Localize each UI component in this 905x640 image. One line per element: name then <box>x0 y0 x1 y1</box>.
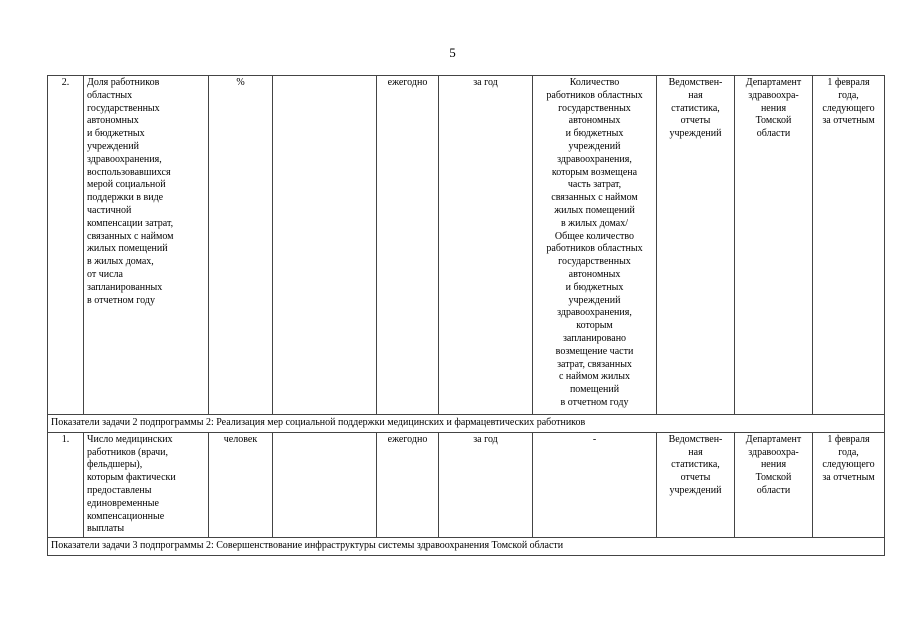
periodicity: ежегодно <box>377 432 439 537</box>
table-row <box>48 76 885 415</box>
section-header-task-2 <box>48 415 885 433</box>
section-header-task-3 <box>48 538 885 556</box>
indicator-name: Число медицинских работников (врачи, фельдшеры), которым фактически предоставлены единовременные компенсационные выплаты <box>84 432 209 537</box>
data-source: Ведомствен- ная статистика, отчеты учреждений <box>657 432 735 537</box>
unit-of-measure: человек <box>209 432 273 537</box>
responsible-body: Департамент здравоохра- нения Томской области <box>735 76 813 415</box>
section-title: Показатели задачи 2 подпрограммы 2: Реализация мер социальной поддержки медицинских и фармацевтических работников <box>48 415 885 433</box>
deadline: 1 февраля года, следующего за отчетным <box>813 76 885 415</box>
unit-of-measure: % <box>209 76 273 415</box>
data-source: Ведомствен- ная статистика, отчеты учреждений <box>657 76 735 415</box>
row-number: 1. <box>48 432 84 537</box>
section-title: Показатели задачи 3 подпрограммы 2: Совершенствование инфраструктуры системы здравоохранения Томской области <box>48 538 885 556</box>
indicator-name: Доля работников областных государственных автономных и бюджетных учреждений здравоохранения, воспользовавшихся мерой социальной поддержки в виде частичной компенсации затрат, связанных с наймом жилых помещений в жилых домах, от числа запланированных в отчетном году <box>84 76 209 415</box>
empty-cell <box>273 432 377 537</box>
indicators-table <box>47 75 885 556</box>
table-row <box>48 432 885 537</box>
calculation-method: - <box>533 432 657 537</box>
calculation-method: Количество работников областных государственных автономных и бюджетных учреждений здравоохранения, которым возмещена часть затрат, связанных с наймом жилых помещений в жилых домах/ Общее количество работников областных государственных автономных и бюджетных учреждений здравоохранения, которым запланировано возмещение части затрат, связанных с наймом жилых помещений в отчетном году <box>533 76 657 415</box>
time-period: за год <box>439 76 533 415</box>
deadline: 1 февраля года, следующего за отчетным <box>813 432 885 537</box>
empty-cell <box>273 76 377 415</box>
time-period: за год <box>439 432 533 537</box>
page-number: 5 <box>449 45 456 60</box>
periodicity: ежегодно <box>377 76 439 415</box>
row-number: 2. <box>48 76 84 415</box>
responsible-body: Департамент здравоохра- нения Томской области <box>735 432 813 537</box>
